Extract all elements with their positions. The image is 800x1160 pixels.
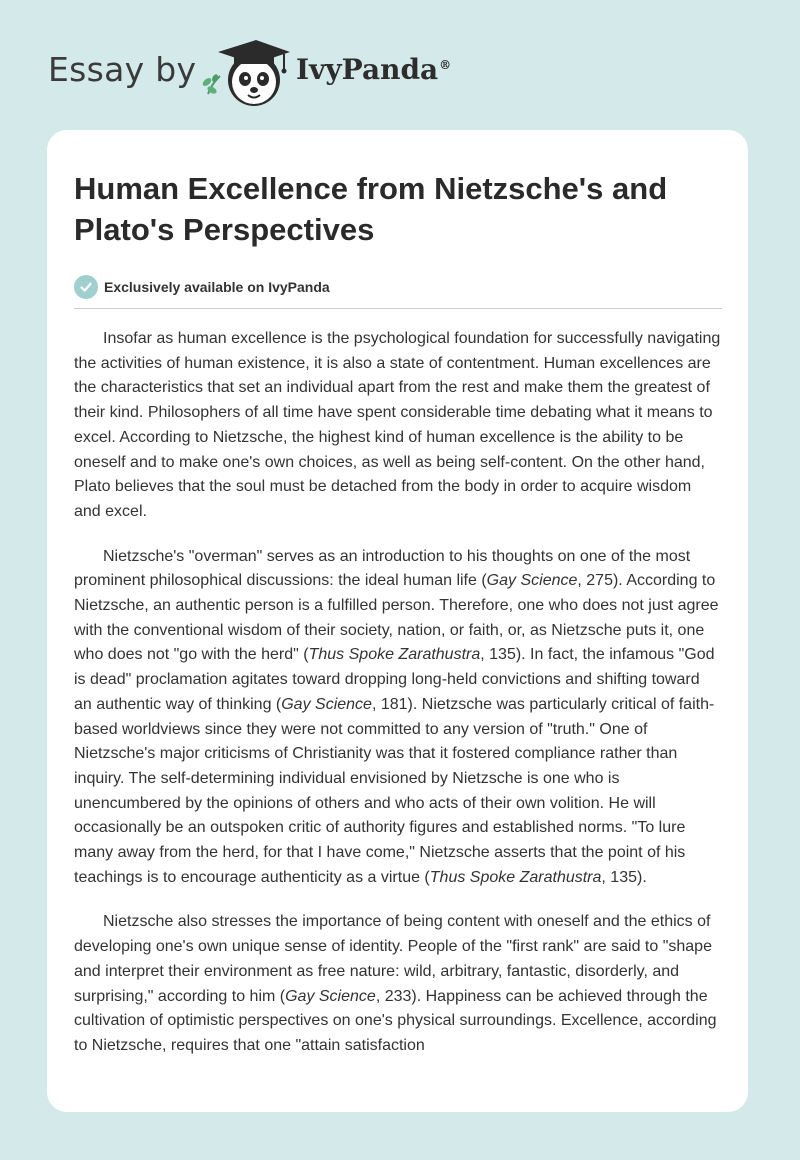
paragraph-text: , 135). In fact, the infamous "God is dead" proclamation agitates toward dropping long-held convictions and shifting toward an authentic way of thinking ( [74, 646, 715, 713]
essay-by-text: Essay by [48, 50, 197, 89]
paragraph-text: Nietzsche also stresses the importance of being content with oneself and the ethics of developing one's own unique sense of identity. People of the "first rank" are said to "shape and interpret their environment as free nature: wild, arbitrary, fantastic, disorderly, and surprising," according to him ( [74, 913, 712, 1005]
checkmark-icon [74, 275, 98, 299]
essay-paragraph [74, 327, 721, 525]
divider [74, 308, 722, 309]
cited-work-title: Gay Science [281, 695, 372, 713]
paragraph-text: , 181). Nietzsche was particularly critical of faith-based worldviews since they were not committed to any version of "truth." One of Nietzsche's major criticisms of Christianity was that it fostered compliance rather than inquiry. The self-determining individual envisioned by Nietzsche is one who is unencumbered by the opinions of others and who acts of their own volition. He will occasionally be an outspoken critic of authority figures and established norms. "To lure many away from the herd, for that I have come," Nietzsche asserts that the point of his teachings is to encourage authenticity as a virtue ( [74, 695, 715, 886]
paragraph-text: Nietzsche's "overman" serves as an introduction to his thoughts on one of the most prominent philosophical discussions: the ideal human life ( [74, 547, 691, 590]
exclusive-badge-label: Exclusively available on IvyPanda [104, 279, 330, 295]
site-header [0, 0, 800, 130]
brand-name[interactable]: IvyPanda® [296, 53, 452, 86]
essay-title: Human Excellence from Nietzsche's and Plato's Perspectives [74, 171, 668, 247]
trademark-symbol: ® [439, 57, 452, 72]
cited-work-title: Thus Spoke Zarathustra [429, 868, 602, 886]
cited-work-title: Gay Science [285, 987, 376, 1005]
paragraph-text: , 135). [601, 868, 647, 886]
panda-logo-icon[interactable] [198, 34, 292, 110]
paragraph-text: , 275). According to Nietzsche, an authentic person is a fulfilled person. Therefore, one who does not just agree with the conventional wisdom of their society, nation, or faith, or, as Nietzsche puts it, one who does not "go with the herd" ( [74, 572, 719, 664]
essay-paragraph [74, 910, 721, 1058]
essay-card [47, 130, 748, 1112]
paragraph-text: Insofar as human excellence is the psychological foundation for successfully navigating the activities of human existence, it is also a state of contentment. Human excellences are the characteristics that set an individual apart from the rest and make them the greatest of their kind. Philosophers of all time have spent considerable time debating what it means to excel. According to Nietzsche, the highest kind of human excellence is the ability to be oneself and to make one's own choices, as well as being self-content. On the other hand, Plato believes that the soul must be detached from the body in order to acquire wisdom and excel. [74, 330, 721, 520]
cited-work-title: Thus Spoke Zarathustra [308, 646, 481, 664]
essay-paragraph [74, 545, 721, 891]
essay-body [74, 327, 721, 1059]
exclusive-badge [74, 272, 721, 302]
paragraph-text: , 233). Happiness can be achieved through the cultivation of optimistic perspectives on one's physical surroundings. Excellence, according to Nietzsche, requires that one "attain satisfaction [74, 987, 717, 1054]
cited-work-title: Gay Science [486, 572, 578, 590]
